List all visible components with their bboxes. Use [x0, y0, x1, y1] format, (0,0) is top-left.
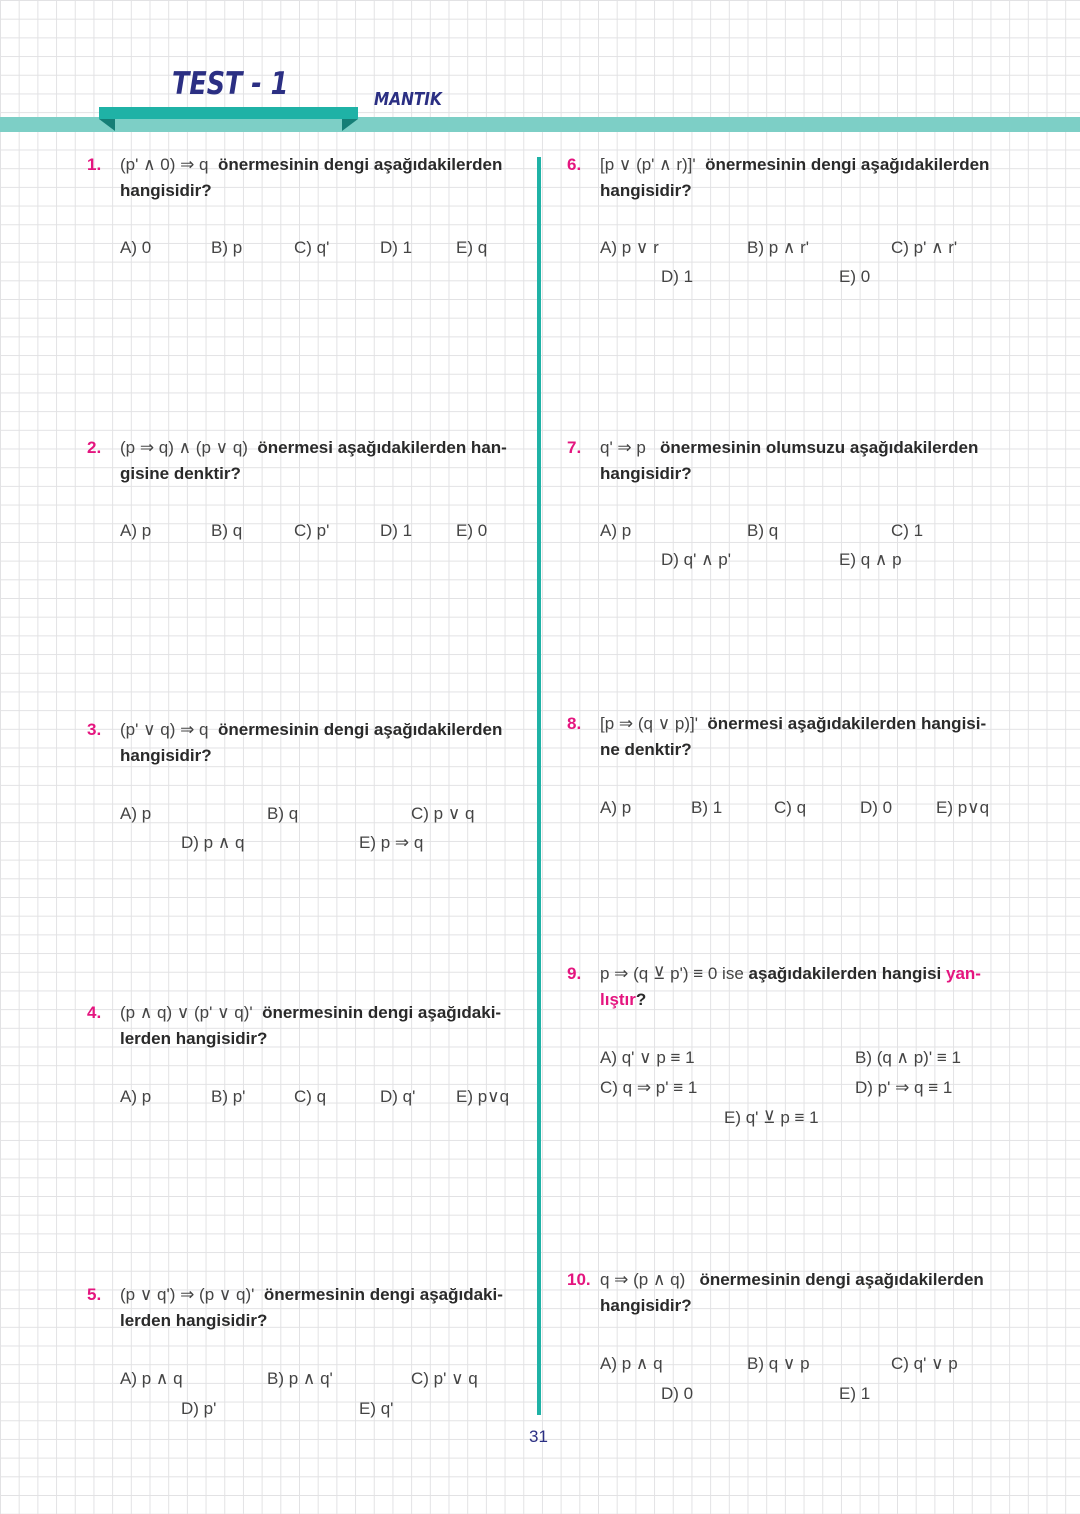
option-d[interactable]: D) q' ∧ p' — [661, 550, 731, 569]
question-stem — [120, 1282, 520, 1334]
question-6 — [567, 152, 1007, 212]
question-number: 9. — [567, 964, 582, 983]
option-d[interactable]: D) 1 — [380, 238, 413, 257]
option-c[interactable]: C) 1 — [891, 521, 924, 540]
question-8 — [567, 711, 1007, 771]
question-highlight-wrong-cont: lıştır — [600, 990, 636, 1009]
question-text-line2: ne denktir? — [600, 740, 692, 759]
question-text-line2: hangisidir? — [600, 181, 692, 200]
question-text-line1: önermesinin dengi aşağıdakilerden — [217, 720, 503, 739]
question-number: 4. — [87, 1003, 102, 1022]
option-a[interactable]: A) p — [120, 1087, 152, 1106]
option-e[interactable]: E) 1 — [839, 1384, 871, 1403]
option-c[interactable]: C) p' — [294, 521, 330, 540]
option-e[interactable]: E) q' — [359, 1399, 394, 1418]
question-text-line2: hangisidir? — [600, 464, 692, 483]
subject-label: MANTIK — [374, 89, 442, 110]
option-c[interactable]: C) p' ∨ q — [411, 1369, 478, 1388]
question-stem — [600, 1267, 1000, 1319]
question-expression: (p ⇒ q) ∧ (p ∨ q) — [120, 438, 248, 457]
option-d[interactable]: D) 0 — [860, 798, 893, 817]
option-c[interactable]: C) q' — [294, 238, 330, 257]
option-c[interactable]: C) q ⇒ p' ≡ 1 — [600, 1078, 698, 1097]
question-text-line2: hangisidir? — [120, 181, 212, 200]
question-2 — [87, 435, 527, 495]
question-text-line2: lerden hangisidir? — [120, 1029, 268, 1048]
question-stem — [600, 711, 1000, 763]
option-d[interactable]: D) p ∧ q — [181, 833, 245, 852]
question-number: 3. — [87, 720, 102, 739]
question-text-line1: önermesinin dengi aşağıdakilerden — [699, 1270, 984, 1289]
question-stem — [600, 435, 1000, 487]
question-text-line1: önermesinin dengi aşağıdaki- — [262, 1003, 502, 1022]
option-b[interactable]: B) q ∨ p — [747, 1354, 810, 1373]
option-b[interactable]: B) p' — [211, 1087, 246, 1106]
question-4 — [87, 1000, 527, 1060]
option-a[interactable]: A) p — [600, 521, 632, 540]
question-text-line1: önermesi aşağıdakilerden hangisi- — [707, 714, 987, 733]
question-9 — [567, 961, 1007, 1021]
question-1 — [87, 152, 527, 212]
option-b[interactable]: B) p ∧ q' — [267, 1369, 333, 1388]
column-divider — [537, 157, 541, 1415]
question-stem — [120, 717, 520, 769]
question-number: 1. — [87, 155, 102, 174]
option-d[interactable]: D) p' — [181, 1399, 217, 1418]
option-e[interactable]: E) p ⇒ q — [359, 833, 424, 852]
question-text-line2: gisine denktir? — [120, 464, 241, 483]
question-highlight-wrong: yan- — [946, 964, 981, 983]
question-number: 5. — [87, 1285, 102, 1304]
option-d[interactable]: D) 1 — [380, 521, 413, 540]
option-a[interactable]: A) p ∧ q — [600, 1354, 663, 1373]
question-text-line2: hangisidir? — [600, 1296, 692, 1315]
question-text-line1: önermesinin dengi aşağıdakilerden — [705, 155, 990, 174]
question-number: 8. — [567, 714, 582, 733]
question-stem — [120, 1000, 520, 1052]
question-expression: [p ∨ (p' ∧ r)]' — [600, 155, 696, 174]
question-expression: q ⇒ (p ∧ q) — [600, 1270, 686, 1289]
option-e[interactable]: E) q ∧ p — [839, 550, 902, 569]
question-3 — [87, 717, 527, 777]
option-e[interactable]: E) q — [456, 238, 488, 257]
option-a[interactable]: A) p — [600, 798, 632, 817]
option-b[interactable]: B) q — [747, 521, 779, 540]
question-number: 7. — [567, 438, 582, 457]
option-b[interactable]: B) p ∧ r' — [747, 238, 809, 257]
question-text-line2: hangisidir? — [120, 746, 212, 765]
question-expression: (p ∧ q) ∨ (p' ∨ q)' — [120, 1003, 253, 1022]
option-b[interactable]: B) (q ∧ p)' ≡ 1 — [855, 1048, 961, 1067]
option-d[interactable]: D) q' — [380, 1087, 416, 1106]
ribbon-back-band — [0, 117, 1080, 132]
question-expression: [p ⇒ (q ∨ p)]' — [600, 714, 698, 733]
option-e[interactable]: E) p∨q — [456, 1087, 510, 1106]
question-text-line2: lerden hangisidir? — [120, 1311, 268, 1330]
question-stem — [600, 152, 1000, 204]
question-text-line1: aşağıdakilerden hangisi — [748, 964, 942, 983]
question-5 — [87, 1282, 527, 1342]
question-7 — [567, 435, 1007, 495]
question-expression: q' ⇒ p — [600, 438, 646, 457]
question-text-line1: önermesinin dengi aşağıdakilerden — [217, 155, 503, 174]
option-e[interactable]: E) q' ⊻ p ≡ 1 — [724, 1108, 819, 1127]
option-a[interactable]: A) 0 — [120, 238, 152, 257]
question-expression: p ⇒ (q ⊻ p') ≡ 0 ise — [600, 964, 744, 983]
question-text-line1: önermesinin olumsuzu aşağıdakilerden — [660, 438, 979, 457]
option-b[interactable]: B) 1 — [691, 798, 723, 817]
option-c[interactable]: C) q — [774, 798, 807, 817]
option-d[interactable]: D) 0 — [661, 1384, 694, 1403]
question-stem — [600, 961, 1000, 1013]
option-c[interactable]: C) q — [294, 1087, 327, 1106]
question-expression: (p' ∨ q) ⇒ q — [120, 720, 209, 739]
question-expression: (p' ∧ 0) ⇒ q — [120, 155, 209, 174]
question-10 — [567, 1267, 1007, 1327]
page-number: 31 — [529, 1427, 548, 1446]
question-expression: (p ∨ q') ⇒ (p ∨ q)' — [120, 1285, 255, 1304]
question-mark: ? — [635, 990, 647, 1009]
option-b[interactable]: B) p — [211, 238, 243, 257]
option-a[interactable]: A) p — [120, 804, 152, 823]
option-a[interactable]: A) p — [120, 521, 152, 540]
question-number: 6. — [567, 155, 582, 174]
ribbon-fold-left — [99, 119, 115, 131]
question-number: 2. — [87, 438, 102, 457]
ribbon-front-band — [99, 107, 358, 119]
question-text-line1: önermesinin dengi aşağıdaki- — [263, 1285, 503, 1304]
question-text-line1: önermesi aşağıdakilerden han- — [257, 438, 507, 457]
option-d[interactable]: D) 1 — [661, 267, 694, 286]
option-b[interactable]: B) q — [267, 804, 299, 823]
option-c[interactable]: C) q' ∨ p — [891, 1354, 958, 1373]
option-c[interactable]: C) p' ∧ r' — [891, 238, 958, 257]
question-stem — [120, 152, 520, 204]
option-d[interactable]: D) p' ⇒ q ≡ 1 — [855, 1078, 953, 1097]
option-e[interactable]: E) 0 — [456, 521, 488, 540]
option-e[interactable]: E) 0 — [839, 267, 871, 286]
option-a[interactable]: A) q' ∨ p ≡ 1 — [600, 1048, 695, 1067]
option-b[interactable]: B) q — [211, 521, 243, 540]
option-c[interactable]: C) p ∨ q — [411, 804, 475, 823]
option-e[interactable]: E) p∨q — [936, 798, 990, 817]
question-number: 10. — [567, 1270, 591, 1289]
option-a[interactable]: A) p ∧ q — [120, 1369, 183, 1388]
option-a[interactable]: A) p ∨ r — [600, 238, 659, 257]
ribbon-fold-right — [342, 119, 358, 131]
question-stem — [120, 435, 520, 487]
test-title: TEST - 1 — [172, 66, 289, 102]
